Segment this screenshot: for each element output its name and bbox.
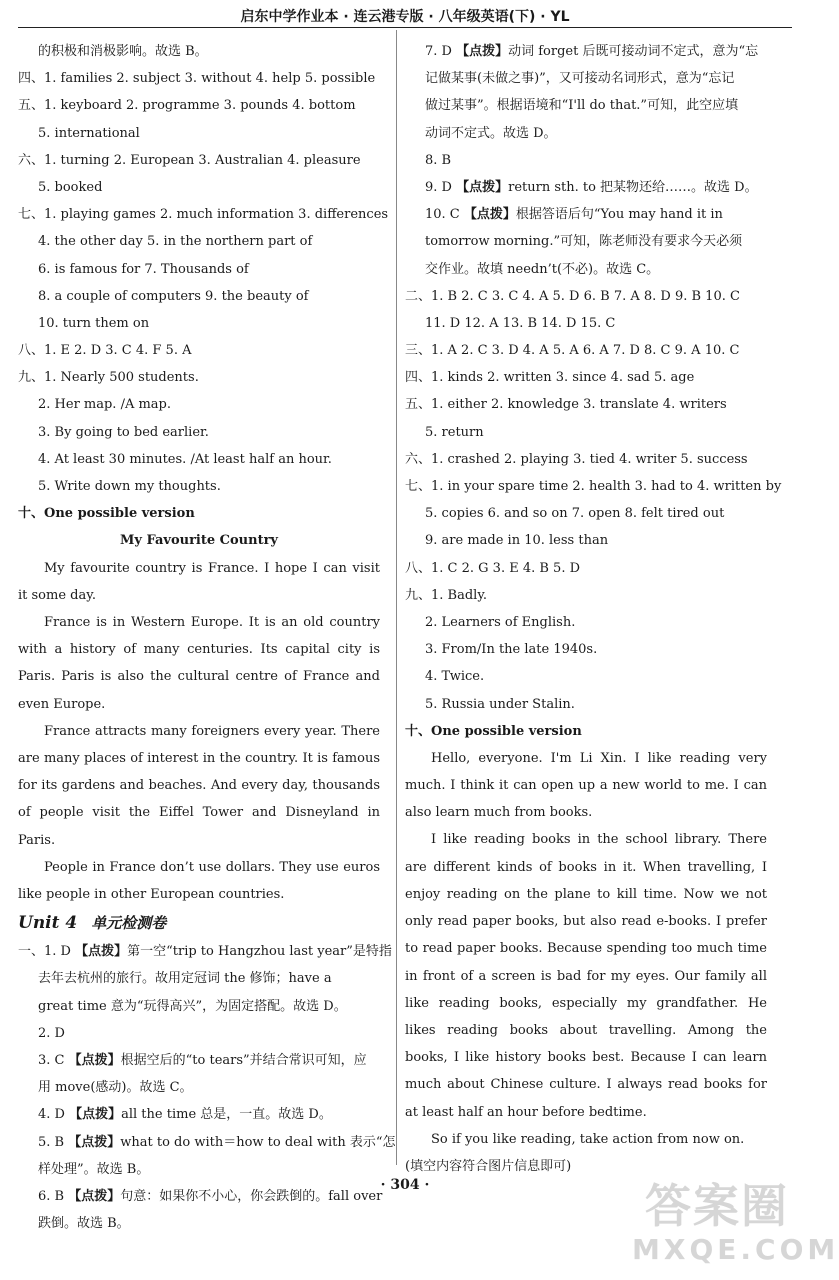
- essay-paragraph: France is in Western Europe. It is an old country with a history of many centuries. Its capital city is Paris. Paris is also the cultural centre of France and even Europe.: [18, 614, 380, 712]
- answer-prefix: 8. B: [425, 152, 452, 168]
- answer-text: 用 move(感动)。故选 C。: [38, 1080, 193, 1096]
- answer-prefix: 九、1. Badly.: [405, 587, 488, 603]
- essay-paragraph: I like reading books in the school library. There are different kinds of books in it. When travelling, I enjoy reading on the plane to kill time. Now we not only read paper books, but also read e-books. I prefer to read paper books. Because spending too much time in front of a screen is bad for my eyes. Our family all like reading books, especially my grandfather. He likes reading books about travelling. Among the books, I like history books best. Because I can learn much about Chinese culture. I always read books for at least half an hour before bedtime.: [405, 832, 767, 1120]
- essay-paragraph: My favourite country is France. I hope I can visit it some day.: [18, 560, 380, 603]
- answer-text: 交作业。故填 needn’t(不必)。故选 C。: [425, 261, 660, 277]
- answer-prefix: 6. B: [38, 1188, 69, 1204]
- answer-text: 跌倒。故选 B。: [38, 1216, 130, 1232]
- answer-prefix: 六、1. crashed 2. playing 3. tied 4. writer 5. success: [405, 451, 748, 467]
- answer-line: [405, 337, 767, 364]
- essay-paragraph: So if you like reading, take action from now on.: [431, 1131, 745, 1147]
- hint-tag: 【点拨】: [463, 207, 516, 223]
- answer-line: [405, 663, 767, 690]
- answer-line: 4. the other day 5. in the northern part of: [38, 234, 313, 250]
- answer-line: 3. By going to bed earlier.: [38, 424, 209, 440]
- answer-text: all the time 总是，一直。故选 D。: [121, 1107, 332, 1123]
- answer-text: great time 意为“玩得高兴”，为固定搭配。故选 D。: [38, 998, 347, 1014]
- answer-prefix: 五、1. either 2. knowledge 3. translate 4. writers: [405, 397, 727, 413]
- answer-prefix: 四、1. kinds 2. written 3. since 4. sad 5. age: [405, 370, 695, 386]
- answer-line: [405, 364, 767, 391]
- hint-tag: 【点拨】: [68, 1188, 121, 1204]
- answer-prefix: 10. C: [425, 207, 464, 223]
- answer-prefix: 3. C: [38, 1052, 69, 1068]
- answer-line: 七、1. playing games 2. much information 3. differences: [18, 207, 389, 223]
- left-answer-lines: [18, 38, 389, 500]
- answer-prefix: 2. D: [38, 1025, 65, 1041]
- answer-line: [18, 1047, 380, 1074]
- answer-line: [405, 147, 767, 174]
- answer-line: [405, 256, 767, 283]
- answer-text: what to do with＝how to deal with 表示“怎: [120, 1134, 396, 1150]
- header-rule: [18, 27, 792, 28]
- answer-prefix: 4. D: [38, 1107, 70, 1123]
- answer-line: [18, 1074, 380, 1101]
- answer-line: [405, 310, 767, 337]
- answer-text: 动词 forget 后既可接动词不定式，意为“忘: [508, 44, 759, 59]
- left-essay: [18, 555, 380, 909]
- left-essay-label: 十、One possible version: [18, 506, 195, 522]
- answer-line: 8. a couple of computers 9. the beauty of: [38, 288, 309, 304]
- answer-prefix: 9. D: [425, 179, 457, 195]
- answer-line: [405, 500, 767, 527]
- answer-line: [405, 691, 767, 718]
- answer-line: 2. Her map. /A map.: [38, 397, 172, 413]
- answer-line: [405, 636, 767, 663]
- answer-line: 6. is famous for 7. Thousands of: [38, 261, 249, 277]
- hint-tag: 【点拨】: [69, 1107, 122, 1123]
- page-number: · 304 ·: [380, 1177, 430, 1193]
- column-divider: [396, 30, 397, 1165]
- right-essay-label: 十、One possible version: [405, 723, 582, 739]
- answer-text: 做过某事”。根据语境和“I'll do that.”可知，此空应填: [425, 98, 739, 114]
- answer-line: 八、1. E 2. D 3. C 4. F 5. A: [18, 343, 192, 359]
- answer-prefix: 11. D 12. A 13. B 14. D 15. C: [425, 315, 616, 331]
- answer-line: [405, 527, 767, 554]
- answer-line: 的积极和消极影响。故选 B。: [38, 44, 208, 59]
- answer-line: [405, 283, 767, 310]
- page-header: 启东中学作业本 · 连云港专版 · 八年级英语(下) · YL: [240, 9, 570, 25]
- unit-title: Unit 4: [18, 913, 78, 934]
- answer-line: [18, 1020, 380, 1047]
- unit-subtitle: 单元检测卷: [91, 914, 167, 933]
- answer-line: [18, 965, 380, 992]
- essay-note: (填空内容符合图片信息即可): [405, 1158, 572, 1174]
- answer-text: return sth. to 把某物还给……。故选 D。: [508, 179, 758, 195]
- answer-line: [405, 582, 767, 609]
- answer-prefix: 八、1. C 2. G 3. E 4. B 5. D: [405, 560, 581, 576]
- answer-prefix: 一、1. D: [18, 944, 76, 960]
- answer-line: 九、1. Nearly 500 students.: [18, 370, 199, 386]
- right-answer-lines: [405, 38, 782, 718]
- answer-prefix: 七、1. in your spare time 2. health 3. had to 4. written by: [405, 479, 782, 494]
- answer-text: 根据空后的“to tears”并结合常识可知，应: [120, 1052, 367, 1068]
- answer-line: [405, 92, 767, 119]
- answer-line: [405, 446, 767, 473]
- answer-line: [405, 120, 767, 147]
- essay-paragraph: Hello, everyone. I'm Li Xin. I like reading very much. I think it can open up a new world to me. I can also learn much from books.: [405, 750, 767, 821]
- answer-text: 第一空“trip to Hangzhou last year”是特指: [127, 944, 392, 960]
- answer-prefix: 2. Learners of English.: [425, 614, 576, 630]
- answer-line: 5. international: [38, 125, 140, 141]
- answer-text: 样处理”。故选 B。: [38, 1161, 150, 1177]
- answer-prefix: 二、1. B 2. C 3. C 4. A 5. D 6. B 7. A 8. D 9. B 10. C: [405, 288, 740, 304]
- answer-line: [18, 1101, 380, 1128]
- essay-paragraph: People in France don’t use dollars. They use euros like people in other European countries.: [18, 859, 380, 902]
- hint-tag: 【点拨】: [456, 44, 509, 59]
- answer-text: 句意：如果你不小心，你会跌倒的。fall over: [120, 1188, 383, 1204]
- answer-text: 动词不定式。故选 D。: [425, 125, 557, 141]
- answer-prefix: 5. copies 6. and so on 7. open 8. felt tired out: [425, 506, 725, 522]
- hint-tag: 【点拨】: [68, 1134, 121, 1150]
- answer-line: [405, 609, 767, 636]
- right-essay: [405, 745, 767, 1153]
- answer-line: 10. turn them on: [38, 315, 150, 331]
- answer-line: 4. At least 30 minutes. /At least half an hour.: [38, 451, 332, 467]
- answer-prefix: 三、1. A 2. C 3. D 4. A 5. A 6. A 7. D 8. C 9. A 10. C: [405, 343, 740, 359]
- answer-prefix: 5. B: [38, 1134, 69, 1150]
- answer-line: 5. booked: [38, 179, 103, 195]
- answer-line: [405, 174, 767, 201]
- watermark-logo: 答案圈 MXQE.COM: [632, 1179, 839, 1266]
- essay-title: My Favourite Country: [119, 533, 278, 549]
- answer-line: [405, 473, 782, 500]
- answer-line: [405, 38, 767, 65]
- unit-heading: [18, 908, 380, 938]
- answer-line: [405, 228, 767, 255]
- answer-line: [18, 1210, 380, 1237]
- answer-prefix: 5. Russia under Stalin.: [425, 696, 575, 712]
- answer-line: 五、1. keyboard 2. programme 3. pounds 4. bottom: [18, 98, 356, 114]
- answer-line: [405, 201, 767, 228]
- answer-line: 六、1. turning 2. European 3. Australian 4. pleasure: [18, 152, 361, 168]
- answer-prefix: 4. Twice.: [425, 669, 485, 685]
- essay-paragraph: France attracts many foreigners every year. There are many places of interest in the country. It is famous for its gardens and beaches. And every day, thousands of people visit the Eiffel Tower and Disneyland in Paris.: [18, 723, 380, 848]
- hint-tag: 【点拨】: [68, 1052, 121, 1068]
- answer-text: tomorrow morning.”可知，陈老师没有要求今天必须: [425, 234, 743, 250]
- answer-text: 记做某事(未做之事)”，又可接动名词形式，意为“忘记: [425, 71, 735, 87]
- answer-prefix: 9. are made in 10. less than: [425, 533, 609, 549]
- hint-tag: 【点拨】: [456, 179, 509, 195]
- answer-line: [405, 391, 767, 418]
- answer-prefix: 3. From/In the late 1940s.: [425, 642, 598, 658]
- answer-line: [18, 993, 380, 1020]
- answer-line: [405, 65, 767, 92]
- answer-text: 根据答语后句“You may hand it in: [515, 207, 723, 223]
- answer-line: [18, 938, 392, 965]
- answer-prefix: 5. return: [425, 424, 484, 440]
- left-column: [18, 38, 396, 1237]
- answer-text: 去年去杭州的旅行。故用定冠词 the 修饰；have a: [38, 971, 332, 987]
- right-column: [405, 38, 782, 1180]
- answer-line: 5. Write down my thoughts.: [38, 479, 221, 494]
- hint-tag: 【点拨】: [75, 944, 128, 960]
- answer-line: [18, 1129, 396, 1156]
- answer-prefix: 7. D: [425, 44, 457, 59]
- answer-line: 四、1. families 2. subject 3. without 4. help 5. possible: [18, 71, 376, 87]
- answer-line: [405, 555, 767, 582]
- answer-line: [405, 419, 767, 446]
